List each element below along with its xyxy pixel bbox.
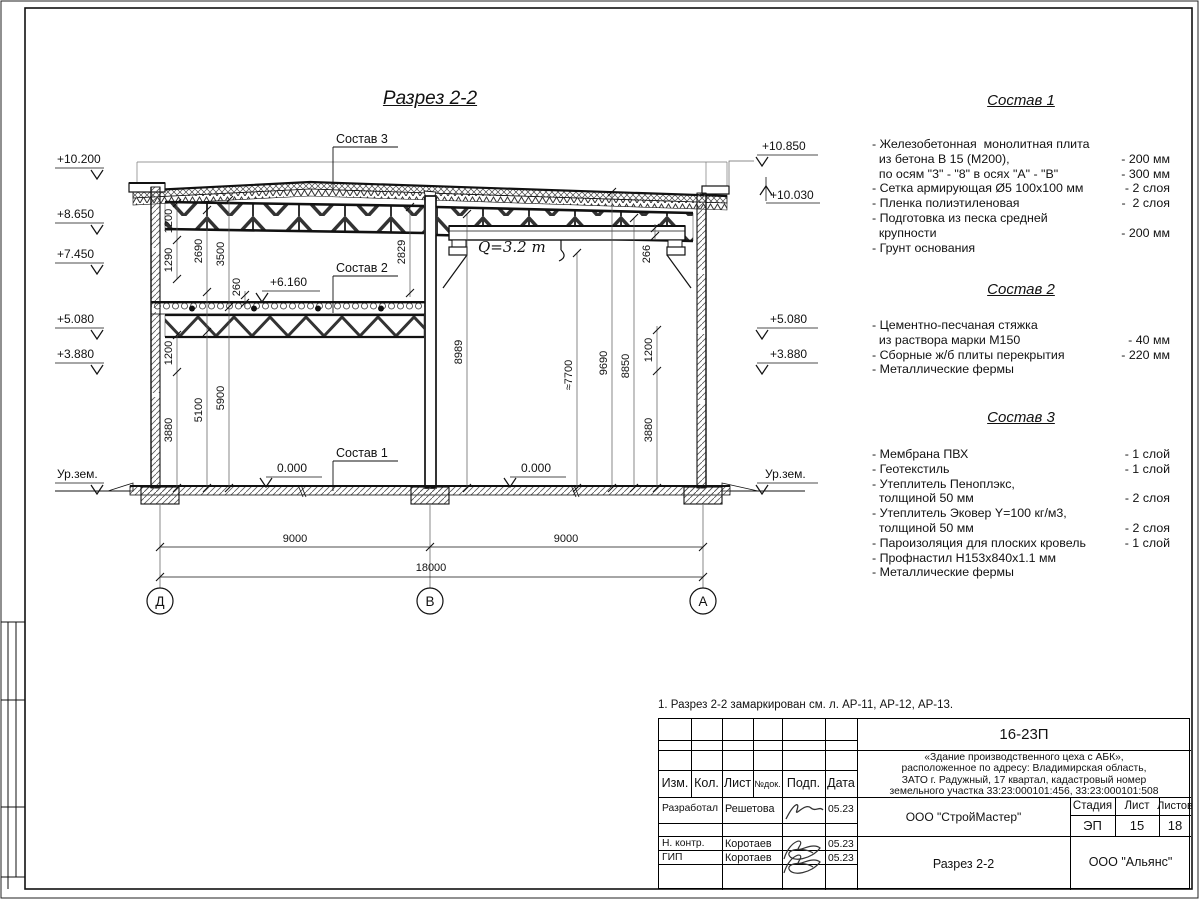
stamp-header-list: Лист (723, 776, 752, 790)
mark-10030: +10.030 (770, 188, 814, 202)
stamp-date-ncontrol: 05.23 (828, 839, 854, 850)
mark-3880-r: +3.880 (770, 347, 808, 361)
crane-bracket-a (667, 247, 685, 255)
stamp-role-ncontrol: Н. контр. (662, 838, 705, 849)
dim-7700: ≈7700 (563, 359, 575, 391)
stamp-header-sheet: Лист (1124, 800, 1150, 812)
dim-260: 260 (231, 277, 243, 297)
list-item: - Геотекстиль - 1 слой (872, 461, 1170, 476)
dim-3880-a: 3880 (163, 417, 175, 443)
list-item: - Подготовка из песка средней (872, 210, 1048, 225)
mezzanine-floor (151, 302, 425, 337)
dim-18000: 18000 (415, 562, 447, 574)
level-6160: +6.160 (270, 275, 308, 289)
description-line: расположенное по адресу: Владимирская область, (901, 763, 1147, 775)
foundation-b (411, 487, 449, 504)
sostav1-list (872, 137, 1170, 255)
mark-7450: +7.450 (57, 247, 95, 261)
list-item: по осям "3" - "8" в осях "А" - "В" - 300 мм (872, 166, 1170, 181)
list-item: - Железобетонная монолитная плита (872, 137, 1090, 151)
list-item: толщиной 50 мм - 2 слоя (872, 520, 1170, 535)
dim-266: 266 (641, 244, 653, 264)
axis-letter-d: Д (155, 594, 165, 609)
stamp-header-kol: Кол. (694, 776, 719, 790)
mark-ground-l: Ур.зем. (57, 467, 98, 481)
level-zero-right: 0.000 (521, 461, 552, 475)
stamp-org2: ООО "Альянс" (1088, 855, 1173, 869)
dim-9000-right: 9000 (553, 533, 579, 545)
stamp-name-ncontrol: Коротаев (725, 838, 772, 850)
drawing-title: Разрез 2-2 (382, 88, 478, 109)
stamp-stadia-value: ЭП (1083, 818, 1102, 833)
stamp-sheet-value: 15 (1129, 818, 1145, 833)
stamp-date-developer: 05.23 (828, 804, 854, 815)
sostav3-list (872, 447, 1170, 580)
list-item: крупности - 200 мм (872, 225, 1170, 240)
stamp-name-gip: Коротаев (725, 852, 772, 864)
list-item: - Мембрана ПВХ - 1 слой (872, 447, 1170, 461)
list-item: - Металлические фермы (872, 362, 1014, 377)
dim-3500: 3500 (215, 241, 227, 267)
mark-ground-r: Ур.зем. (765, 467, 806, 481)
stamp-name-developer: Решетова (725, 803, 775, 815)
column-axis-b (425, 196, 436, 488)
dim-9000-left: 9000 (282, 533, 308, 545)
crane-bracket-b (449, 247, 467, 255)
foundation-a (684, 487, 722, 504)
list-item: - Утеплитель Пеноплэкс, (872, 476, 1015, 491)
description-line: ЗАТО г. Радужный, 17 квартал, кадастровый номер (901, 774, 1147, 786)
stamp-date-gip: 05.23 (828, 853, 854, 864)
list-item: - Цементно-песчаная стяжка (872, 318, 1038, 332)
sheet-note: 1. Разрез 2-2 замаркирован см. л. АР-11, АР-12, АР-13. (658, 699, 954, 711)
dim-5100: 5100 (193, 397, 205, 423)
dim-2690: 2690 (193, 238, 205, 264)
crane-capacity-label: Q=3.2 т (478, 238, 546, 256)
stamp-doc-number: 16-23П (999, 726, 1049, 743)
dim-3880-b: 3880 (643, 417, 655, 443)
leader-sostav2: Состав 2 (336, 261, 388, 275)
elevation-marks-left (55, 152, 104, 494)
dim-5900: 5900 (215, 385, 227, 411)
title-block (658, 718, 1193, 889)
foundation-d (141, 487, 179, 504)
axis-letter-b: В (425, 594, 435, 609)
stamp-drawing-name: Разрез 2-2 (932, 857, 995, 871)
list-item: толщиной 50 мм - 2 слоя (872, 491, 1170, 506)
dim-1200-b: 1200 (163, 340, 175, 366)
stamp-header-izm: Изм. (661, 776, 689, 790)
list-item: - Металлические фермы (872, 565, 1014, 580)
signature-gip (780, 849, 826, 877)
stamp-header-sheets: Листов (1157, 800, 1193, 812)
stamp-org1: ООО "СтройМастер" (905, 810, 1022, 824)
bottom-dimensions (147, 505, 716, 614)
elevation-marks-right (756, 139, 820, 494)
mark-5080-l: +5.080 (57, 312, 95, 326)
dim-2829: 2829 (396, 239, 408, 265)
left-edge-stamp (1, 622, 25, 889)
signature-developer (784, 799, 824, 823)
dim-1200-a: 1200 (163, 208, 175, 234)
stamp-header-data: Дата (827, 776, 855, 790)
list-item: - Пленка полиэтиленовая - 2 слоя (872, 196, 1170, 211)
dim-8850: 8850 (620, 353, 632, 379)
list-item: - Утеплитель Эковер Y=100 кг/м3, (872, 506, 1067, 521)
mark-3880-l: +3.880 (57, 347, 95, 361)
list-item: - Пароизоляция для плоских кровель - 1 слой (872, 535, 1170, 550)
sostav3-title: Состав 3 (987, 409, 1055, 426)
mark-10850: +10.850 (762, 139, 806, 153)
mark-8650: +8.650 (57, 207, 95, 221)
dim-8989: 8989 (453, 339, 465, 365)
list-item: - Сборные ж/б плиты перекрытия - 220 мм (872, 347, 1170, 362)
list-item: - Профнастил Н153х840х1.1 мм (872, 550, 1057, 565)
axis-letter-a: А (698, 594, 708, 609)
sostav2-title: Состав 2 (987, 281, 1055, 298)
stamp-role-gip: ГИП (662, 852, 683, 863)
wall-axis-d (151, 187, 160, 488)
ground-floor (55, 483, 805, 504)
sostav2-list (872, 318, 1170, 377)
stamp-sheets-value: 18 (1167, 818, 1183, 833)
wall-axis-a (697, 193, 706, 488)
description-line: «Здание производственного цеха с АБК», (924, 752, 1124, 763)
level-zero-left: 0.000 (277, 461, 308, 475)
stamp-header-ndok: №док. (754, 779, 781, 789)
leader-sostav1: Состав 1 (336, 446, 388, 460)
roof-truss-left-bay (165, 202, 424, 233)
mark-10200: +10.200 (57, 152, 101, 166)
dim-9690: 9690 (598, 350, 610, 376)
list-item: - Грунт основания (872, 240, 976, 255)
list-item: - Сетка армирующая Ø5 100х100 мм - 2 слоя (872, 181, 1170, 196)
description-line: земельного участка 33:23:000101:456, 33:23:000101:508 (889, 785, 1159, 797)
dim-1290: 1290 (163, 247, 175, 273)
crane-beam (443, 226, 691, 288)
sostav1-title: Состав 1 (987, 92, 1055, 109)
mark-5080-r: +5.080 (770, 312, 808, 326)
stamp-role-developer: Разработал (662, 803, 719, 814)
stamp-header-stadia: Стадия (1072, 800, 1113, 812)
leader-sostav3: Состав 3 (336, 132, 388, 146)
list-item: из раствора марки М150 - 40 мм (872, 332, 1170, 347)
stamp-header-podp: Подп. (786, 776, 821, 790)
list-item: из бетона В 15 (М200), - 200 мм (872, 151, 1170, 166)
dim-1200-c: 1200 (643, 337, 655, 363)
stamp-object-description (857, 752, 1191, 797)
